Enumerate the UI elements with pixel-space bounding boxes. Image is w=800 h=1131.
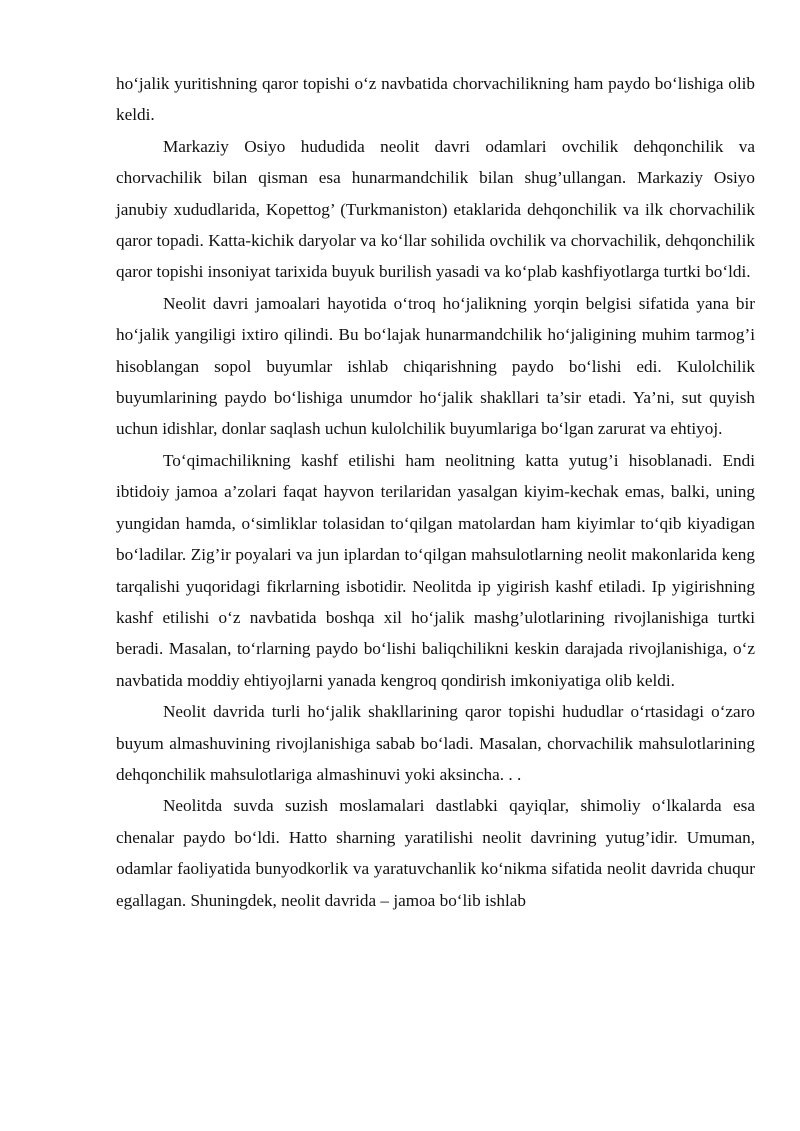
- paragraph-pottery: Neolit davri jamoalari hayotida o‘troq ho‘jalikning yorqin belgisi sifatida yana bir ho‘jalik yangiligi ixtiro qilindi. Bu bo‘lajak hunarmandchilik ho‘jaligining muhim tarmog’i hisoblangan sopol buyumlar ishlab chiqarishning paydo bo‘lishi edi. Kulolchilik buyumlarining paydo bo‘lishiga unumdor ho‘jalik shakllari ta’sir etadi. Ya’ni, sut quyish uchun idishlar, donlar saqlash uchun kulolchilik buyumlariga bo‘lgan zarurat va ehtiyoj.: [116, 293, 755, 439]
- paragraph-weaving: To‘qimachilikning kashf etilishi ham neolitning katta yutug’i hisoblanadi. Endi ibtidoiy jamoa a’zolari faqat hayvon terilaridan yasalgan kiyim-kechak emas, balki, uning yungidan hamda, o‘simliklar tolasidan to‘qilgan matolardan ham kiyimlar to‘qib kiyadigan bo‘ladilar. Zig’ir poyalari va jun iplardan to‘qilgan mahsulotlarning neolit makonlarida keng tarqalishi yuqoridagi fikrlarning isbotidir. Neolitda ip yigirish kashf etiladi. Ip yigirishning kashf etilishi o‘z navbatida boshqa xil ho‘jalik mashg’ulotlarining rivojlanishiga turtki beradi. Masalan, to‘rlarning paydo bo‘lishi baliqchilikni keskin darajada rivojlanishiga, o‘z navbatida moddiy ehtiyojlarni yanada kengroq qondirish imkoniyatiga olib keldi.: [116, 450, 755, 690]
- paragraph-exchange: Neolit davrida turli ho‘jalik shakllarining qaror topishi hududlar o‘rtasidagi o‘zaro buyum almashuvining rivojlanishiga sabab bo‘ladi. Masalan, chorvachilik mahsulotlarining dehqonchilik mahsulotlariga almashinuvi yoki aksincha. . .: [116, 702, 755, 784]
- paragraph-central-asia-neolithic: Markaziy Osiyo hududida neolit davri odamlari ovchilik dehqonchilik va chorvachilik bilan qisman esa hunarmandchilik bilan shug’ullangan. Markaziy Osiyo janubiy xududlarida, Kopettog’ (Turkmaniston) etaklarida dehqonchilik va ilk chorvachilik qaror topadi. Katta-kichik daryolar va ko‘llar sohilida ovchilik va chorvachilik, dehqonchilik qaror topishi insoniyat tarixida buyuk burilish yasadi va ko‘plab kashfiyotlarga turtki bo‘ldi.: [116, 136, 755, 282]
- paragraph-boats: Neolitda suvda suzish moslamalari dastlabki qayiqlar, shimoliy o‘lkalarda esa chenalar paydo bo‘ldi. Hatto sharning yaratilishi neolit davrining yutug’idir. Umuman, odamlar faoliyatida bunyodkorlik va yaratuvchanlik ko‘nikma sifatida neolit davrida chuqur egallagan. Shuningdek, neolit davrida – jamoa bo‘lib ishlab: [116, 796, 755, 910]
- paragraph-continuation: ho‘jalik yuritishning qaror topishi o‘z navbatida chorvachilikning ham paydo bo‘lishiga olib keldi.: [116, 74, 755, 125]
- document-page: [116, 68, 755, 916]
